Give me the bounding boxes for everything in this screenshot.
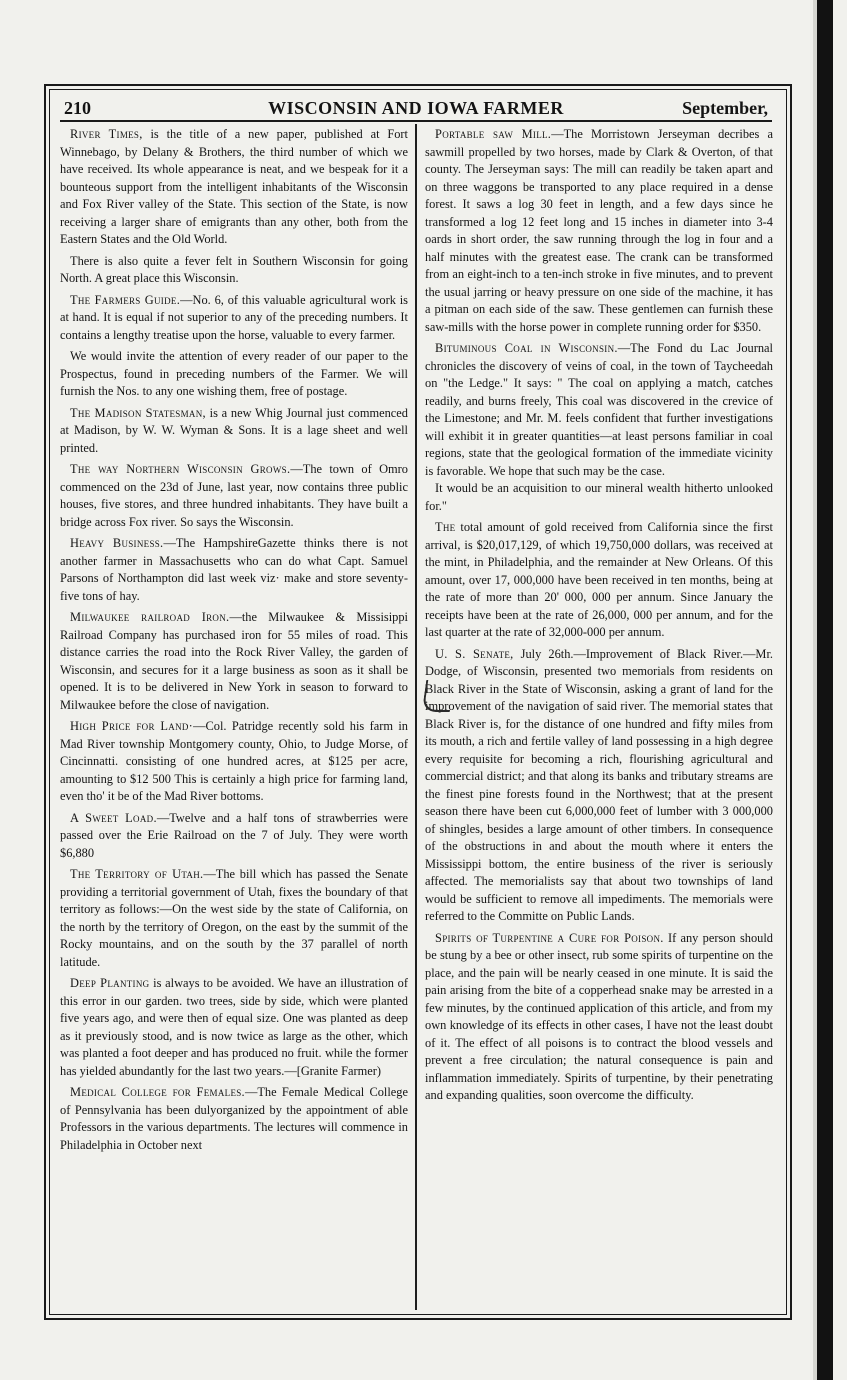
column-divider (415, 124, 417, 1310)
article-spirits-turpentine (425, 930, 773, 1105)
running-header (60, 92, 772, 122)
publication-title: WISCONSIN AND IOWA FARMER (268, 98, 564, 118)
article-heading: Medical College for Females. (70, 1085, 245, 1099)
handwritten-pen-mark (422, 680, 454, 712)
article-senate-black-river (425, 646, 773, 926)
article-body: —The HampshireGazette thinks there is not another farmer in Massachusetts who can do what Capt. Samuel Parsons of Northampton did last week viz· make and store seventy-five tons of hay. (60, 536, 408, 603)
article-heading: Deep Planting (70, 976, 150, 990)
article-deep-planting (60, 975, 408, 1080)
left-column (60, 126, 408, 1154)
article-river-times-cont (60, 253, 408, 288)
article-body: —The Morristown Jerseyman decribes a sawmill propelled by two horses, made by Clark & Overton, of that county. The Jerseyman says: The mill can readily be taken apart and on three waggons be transported to any place required in a dense forest. It saws a log 30 feet in length, and a few days since he transformed a log 12 feet long and 15 inches in diameter into 3-4 oards in short order, the saw running through the log in four and a half minutes with the greatest ease. The crank can be transformed from an eight-inch to a ten-inch stroke in five minutes, and to prevent the usual jarring or heavy pressure on one side of the machine, it has a pitman on each side of the saw. These gentlemen can furnish these saw-mills with the horse power in complete running order for $350. (425, 127, 774, 334)
article-body: —Twelve and a half tons of strawberries were passed over the Erie Railroad on the 7 of July. They were worth $6,880 (60, 810, 408, 860)
article-body: is a new Whig Journal just commenced at Madison, by W. W. Wyman & Sons. It is a lage sheet and well printed. (60, 405, 408, 455)
article-body: total amount of gold received from California since the first arrival, is $20,017,129, of which 19,750,000 dollars, was received at the mint, in Philadelphia, and the remainder at New Orleans. Of this amount, over 17, 000,000 have been received in ten months, being at the rate of more than 20' 000, 000 per annum. Since January the receipts have been at the rate of 26,000, 000 per annum, and for the last quarter at the rate of 32,000-000 per annum. (425, 520, 773, 639)
article-heading: Bituminous Coal in Wisconsin. (435, 341, 618, 355)
article-body: There is also quite a fever felt in Southern Wisconsin for going North. A great place this Wisconsin. (60, 253, 408, 285)
article-heading: Heavy Business. (70, 536, 164, 550)
article-heading: A Sweet Load. (70, 810, 157, 825)
article-heading: The (435, 520, 456, 534)
article-body: If any person should be stung by a bee or other insect, rub some spirits of turpentine on the place, and the pain will be nearly ceased in one minute. It is said the pain arising from the bite of a copperhead snake may be arrested in a few minutes, by the continued application of this article, and from my own knowledge of its effects in other cases, I have not the least doubt of it. The effect of all poisons is to contract the blood vessels and prevent a free circulation; the natural consequence is pain and inflammation immediately. Spirits of turpentine, by their penetrating and expanding qualities, soon overcome the difficulty. (425, 930, 774, 1102)
right-column (425, 126, 773, 1105)
article-heading: The Territory of Utah. (70, 867, 204, 881)
article-california-gold (425, 519, 773, 642)
article-heading: River Times, (70, 127, 143, 141)
article-heavy-business (60, 535, 408, 605)
article-price-for-land (60, 718, 408, 806)
article-heading: High Price for Land· (70, 719, 194, 733)
article-heading: Spirits of Turpentine a Cure for Poison. (435, 930, 664, 945)
article-portable-saw-mill (425, 126, 773, 336)
article-medical-college (60, 1084, 408, 1154)
page-binding-edge (817, 0, 833, 1380)
article-bituminous-coal (425, 340, 773, 480)
article-bituminous-coal-cont (425, 480, 773, 515)
article-heading: U. S. Senate, (435, 646, 514, 661)
article-madison-statesman (60, 405, 408, 458)
article-heading: The Farmers Guide. (70, 292, 181, 307)
article-northern-wisconsin (60, 461, 408, 531)
article-body: —The Female Medical College of Pennsylvania has been dulyorganized by the appointment of able Professors in the various departments. The lectures will commence in Philadelphia in October next (60, 1085, 408, 1152)
article-body: —The bill which has passed the Senate providing a territorial government of Utah, fixes the boundary of that territory as follows:—On the west side by the state of California, on the north by the territory of Oregon, on the east by the summit of the Rocky mountains, and on the south by the 37 parallel of north latitude. (60, 867, 408, 969)
article-heading: Portable saw Mill. (435, 127, 552, 141)
article-body: —the Milwaukee & Missisippi Railroad Company has purchased iron for 55 miles of road. This distance carries the road into the Rock River Valley, the garden of Wisconsin, and secures for it a large business as soon as it shall be opened. It is to be delivered in New York in season to forward to Milwaukee before the close of navigation. (60, 610, 408, 712)
article-heading: The way Northern Wisconsin Grows. (70, 462, 291, 476)
article-body: It would be an acquisition to our mineral wealth hitherto unlooked for." (425, 481, 773, 513)
article-territory-utah (60, 866, 408, 971)
article-prospectus-notice (60, 348, 408, 401)
article-body: July 26th.—Improvement of Black River.—Mr. Dodge, of Wisconsin, presented two memorials from residents on Black River in the State of Wisconsin, asking a grant of land for the improvement of the navigation of said river. The memorial states that Black River is, for the distance of one hundred and fifty miles from its mouth, a rich and fertile valley of land possessing in a high degree every requisite for becoming a rich, flourishing agricultural and commercial district; and that along its banks and tributary streams are the finest pine forests found in the Northwest; that at the present season there have been cut 6,000,000 feet of lumber with 3 000,000 of shingles, besides a large amount of other timbers. In consequence of the obstructions in and about the mouth where it enters the Mississippi bottom, the entire business of the river is seriously affected. The memorialists say that about two townships of land would be sufficient to remove all impediments. The memorials were referred to the Committe on Public Lands. (425, 646, 773, 923)
article-river-times (60, 126, 408, 249)
article-heading: The Madison Statesman, (70, 405, 206, 420)
article-farmers-guide (60, 292, 408, 345)
article-body: —Col. Patridge recently sold his farm in Mad River township Montgomery county, Ohio, to Judge Morse, of Cincinnatti. consisting of one hundred acres, at $125 per acre, amounting to $12 500 This is certainly a high price for farming land, even tho' it be of the Mad River bottoms. (60, 719, 408, 803)
article-body: is the title of a new paper, published at Fort Winnebago, by Delany & Brothers, the third number of which we have received. Its whole appearance is neat, and we bespeak for it a bounteous support from the intelligent inhabitants of the Wisconsin and Fox River valley of the State. This section of the State, is now receiving a larger share of emigrants than any other, both from the Eastern States and the Old World. (60, 127, 408, 246)
article-body: is always to be avoided. We have an illustration of this error in our garden. two trees, side by side, which were planted five years ago, and were then of equal size. One was planted as deep as it previously stood, and is now twice as large as the other, which was planted a foot deeper and has produced no fruit. while the former has yielded abundantly for the last two years.—[Granite Farmer) (60, 976, 408, 1078)
page-number: 210 (64, 98, 91, 118)
article-body: We would invite the attention of every reader of our paper to the Prospectus, found in preceding numbers of the Farmer. We will furnish the Nos. to any one wishing them, free of postage. (60, 349, 408, 398)
article-body: —No. 6, of this valuable agricultural work is at hand. It is equal if not superior to any of the preceding numbers. It contains a lengthy treatise upon the horse, valuable to every farmer. (60, 292, 408, 342)
issue-month: September, (682, 98, 768, 118)
article-body: —The town of Omro commenced on the 23d of June, last year, now contains three public houses, five stores, and three hundred inhabitants. They have built a bridge across Fox river. So says the Wisconsin. (60, 462, 408, 529)
article-body: —The Fond du Lac Journal chronicles the discovery of veins of coal, in the town of Taycheedah on "the Ledge." It says: " The coal on applying a match, catches readily, and burns freely, This coal was discovered in the crevice of the Limestone; and Mr. M. feels confident that further investigations will exhibit it in greater quantities—at least persons familiar in coal regions, state that the geological formation of the immediate vicinity is favorable. We hope that such may be the case. (425, 341, 773, 478)
article-sweet-load (60, 810, 408, 863)
article-heading: Milwaukee railroad Iron. (70, 610, 230, 624)
article-railroad-iron (60, 609, 408, 714)
